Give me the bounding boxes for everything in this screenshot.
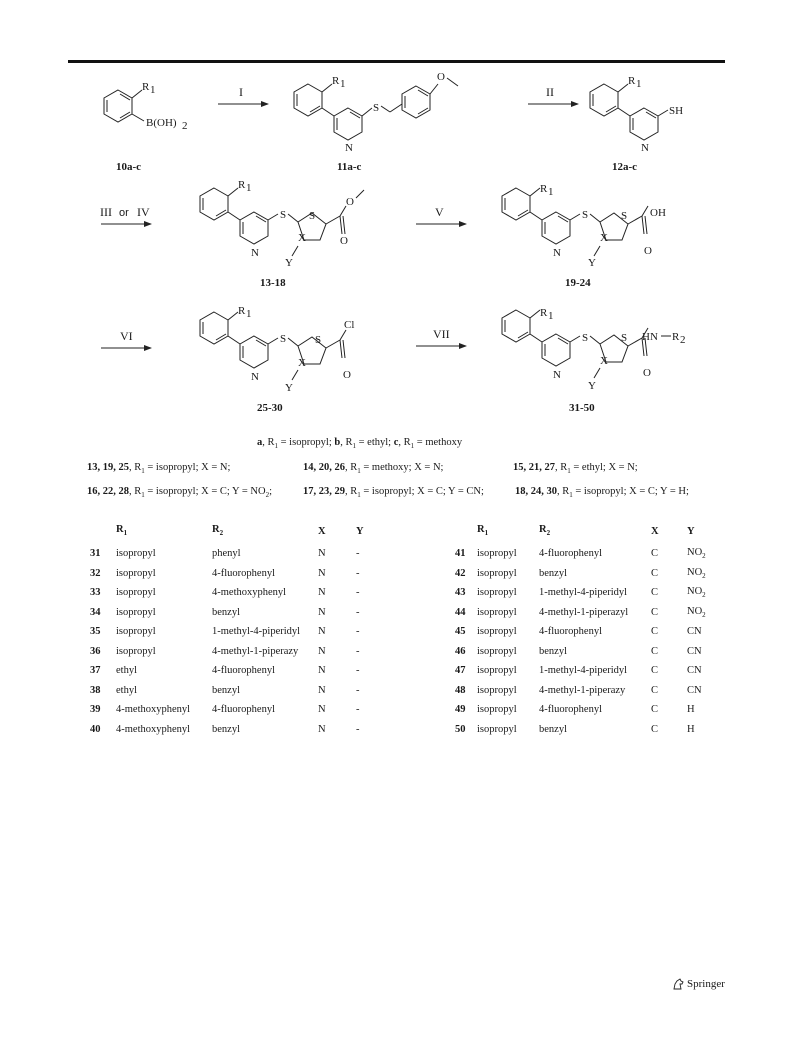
svg-text:1: 1 bbox=[340, 78, 346, 90]
table-row: 39 4-methoxyphenyl 4-fluorophenyl N - bbox=[90, 704, 360, 716]
table-header-row bbox=[455, 518, 727, 544]
table-row: 37 ethyl 4-fluorophenyl N - bbox=[90, 665, 360, 677]
legend-group-2: 14, 20, 26, $R_1$ = methoxy; X = N; bbox=[303, 462, 444, 476]
svg-text:SH: SH bbox=[669, 105, 684, 117]
svg-text:S: S bbox=[280, 209, 287, 221]
table-row: 36 isopropyl 4-methyl-1-piperazy N - bbox=[90, 645, 360, 657]
legend-substituents: a, $R_1$ = isopropyl; b, $R_1$ = ethyl; c, $R_1$ = methoxy bbox=[257, 437, 463, 451]
svg-text:1: 1 bbox=[150, 84, 156, 96]
svg-text:OH: OH bbox=[650, 207, 666, 219]
svg-text:HN: HN bbox=[642, 331, 658, 343]
table-row: 35 isopropyl 1-methyl-4-piperidyl N - bbox=[90, 626, 360, 638]
table-row: 47 isopropyl 1-methyl-4-piperidyl C CN bbox=[455, 665, 702, 677]
label-25: 25-30 bbox=[257, 402, 283, 414]
svg-text:R: R bbox=[628, 75, 636, 87]
compound-13 bbox=[200, 179, 364, 269]
compound-25 bbox=[200, 305, 354, 394]
svg-text:S: S bbox=[621, 332, 628, 344]
step-2: II bbox=[546, 85, 554, 99]
svg-text:R: R bbox=[540, 183, 548, 195]
table-row: 50 isopropyl benzyl C H bbox=[455, 723, 695, 735]
publisher-name: Springer bbox=[687, 978, 725, 990]
label-19: 19-24 bbox=[565, 277, 591, 289]
svg-text:S: S bbox=[373, 102, 380, 114]
svg-text:S: S bbox=[621, 210, 628, 222]
svg-text:R: R bbox=[540, 307, 548, 319]
table-row: 45 isopropyl 4-fluorophenyl C CN bbox=[455, 626, 702, 638]
label-31: 31-50 bbox=[569, 402, 595, 414]
legend-group-5: 17, 23, 29, $R_1$ = isopropyl; X = C; Y = CN; bbox=[303, 486, 484, 500]
label-11: 11a-c bbox=[337, 161, 362, 173]
table-row: 33 isopropyl 4-methoxyphenyl N - bbox=[90, 587, 360, 599]
step-3a: III bbox=[100, 205, 112, 219]
publisher-logo bbox=[672, 978, 725, 990]
synthesis-scheme bbox=[0, 0, 793, 420]
svg-text:X: X bbox=[298, 357, 306, 369]
legend-group-3: 15, 21, 27, $R_1$ = ethyl; X = N; bbox=[513, 462, 638, 476]
svg-text:R: R bbox=[672, 331, 680, 343]
svg-text:1: 1 bbox=[246, 308, 252, 320]
header-x: X bbox=[651, 525, 659, 537]
table-row: 40 4-methoxyphenyl benzyl N - bbox=[90, 723, 360, 735]
compound-table-right bbox=[455, 518, 727, 739]
label-10: 10a-c bbox=[116, 161, 142, 173]
step-4: V bbox=[435, 205, 444, 219]
svg-text:S: S bbox=[309, 210, 316, 222]
compound-10 bbox=[104, 81, 188, 132]
svg-text:N: N bbox=[345, 142, 353, 154]
compound-12 bbox=[590, 75, 683, 154]
svg-text:X: X bbox=[600, 232, 608, 244]
svg-text:N: N bbox=[251, 371, 259, 383]
svg-text:1: 1 bbox=[246, 182, 252, 194]
springer-horse-icon bbox=[672, 978, 684, 990]
table-row: 44 isopropyl 4-methyl-1-piperazyl C $NO_2$ bbox=[455, 605, 706, 619]
compound-19 bbox=[502, 183, 666, 269]
table-header-row bbox=[90, 518, 386, 544]
svg-text:X: X bbox=[298, 232, 306, 244]
svg-text:S: S bbox=[280, 333, 287, 345]
svg-text:N: N bbox=[641, 142, 649, 154]
svg-text:Y: Y bbox=[285, 382, 293, 394]
header-y: Y bbox=[687, 525, 695, 537]
step-5: VI bbox=[120, 329, 133, 343]
svg-text:R: R bbox=[142, 81, 150, 93]
svg-text:S: S bbox=[582, 332, 589, 344]
table-row: 34 isopropyl benzyl N - bbox=[90, 606, 360, 618]
legend-group-6: 18, 24, 30, $R_1$ = isopropyl; X = C; Y = H; bbox=[515, 486, 689, 500]
table-row: 38 ethyl benzyl N - bbox=[90, 684, 360, 696]
step-3b: IV bbox=[137, 205, 150, 219]
step-1: I bbox=[239, 85, 243, 99]
header-x: X bbox=[318, 525, 326, 537]
table-row: 32 isopropyl 4-fluorophenyl N - bbox=[90, 567, 360, 579]
legend-group-4: 16, 22, 28, $R_1$ = isopropyl; X = C; $Y = NO_2$; bbox=[87, 486, 273, 500]
svg-text:Y: Y bbox=[588, 380, 596, 392]
legend-group-1: 13, 19, 25, $R_1$ = isopropyl; X = N; bbox=[87, 462, 231, 476]
svg-text:2: 2 bbox=[182, 120, 188, 132]
header-r1: $R_1$ bbox=[116, 524, 128, 538]
table-row: 48 isopropyl 4-methyl-1-piperazy C CN bbox=[455, 684, 702, 696]
table-row: 41 isopropyl 4-fluorophenyl C $NO_2$ bbox=[455, 547, 706, 561]
table-row: 31 isopropyl phenyl N - bbox=[90, 548, 360, 560]
svg-text:R: R bbox=[238, 305, 246, 317]
svg-text:R: R bbox=[332, 75, 340, 87]
svg-text:Cl: Cl bbox=[344, 319, 355, 331]
step-6: VII bbox=[433, 327, 450, 341]
svg-text:N: N bbox=[251, 247, 259, 259]
svg-text:O: O bbox=[340, 235, 348, 247]
header-r2: $R_2$ bbox=[212, 524, 224, 538]
compound-table-left bbox=[90, 518, 386, 739]
step-3-or: or bbox=[119, 207, 129, 219]
svg-text:R: R bbox=[238, 179, 246, 191]
svg-text:1: 1 bbox=[548, 310, 554, 322]
label-13: 13-18 bbox=[260, 277, 286, 289]
svg-text:S: S bbox=[315, 334, 322, 346]
table-row: 49 isopropyl 4-fluorophenyl C H bbox=[455, 704, 695, 716]
svg-text:O: O bbox=[644, 245, 652, 257]
svg-text:O: O bbox=[346, 196, 354, 208]
svg-text:1: 1 bbox=[636, 78, 642, 90]
svg-text:O: O bbox=[437, 71, 445, 83]
svg-text:O: O bbox=[643, 367, 651, 379]
svg-text:1: 1 bbox=[548, 186, 554, 198]
svg-text:Y: Y bbox=[588, 257, 596, 269]
svg-text:O: O bbox=[343, 369, 351, 381]
svg-text:X: X bbox=[600, 355, 608, 367]
svg-text:B(OH): B(OH) bbox=[146, 117, 177, 129]
svg-text:S: S bbox=[582, 209, 589, 221]
compound-31 bbox=[502, 307, 686, 392]
svg-text:N: N bbox=[553, 369, 561, 381]
table-row: 42 isopropyl benzyl C $NO_2$ bbox=[455, 566, 706, 580]
table-row: 46 isopropyl benzyl C CN bbox=[455, 645, 702, 657]
svg-text:Y: Y bbox=[285, 257, 293, 269]
svg-text:N: N bbox=[553, 247, 561, 259]
svg-text:2: 2 bbox=[680, 334, 686, 346]
label-12: 12a-c bbox=[612, 161, 638, 173]
header-y: Y bbox=[356, 525, 364, 537]
compound-11 bbox=[294, 71, 458, 154]
header-r1: $R_1$ bbox=[477, 524, 489, 538]
table-row: 43 isopropyl 1-methyl-4-piperidyl C $NO_2$ bbox=[455, 586, 706, 600]
header-r2: $R_2$ bbox=[539, 524, 551, 538]
